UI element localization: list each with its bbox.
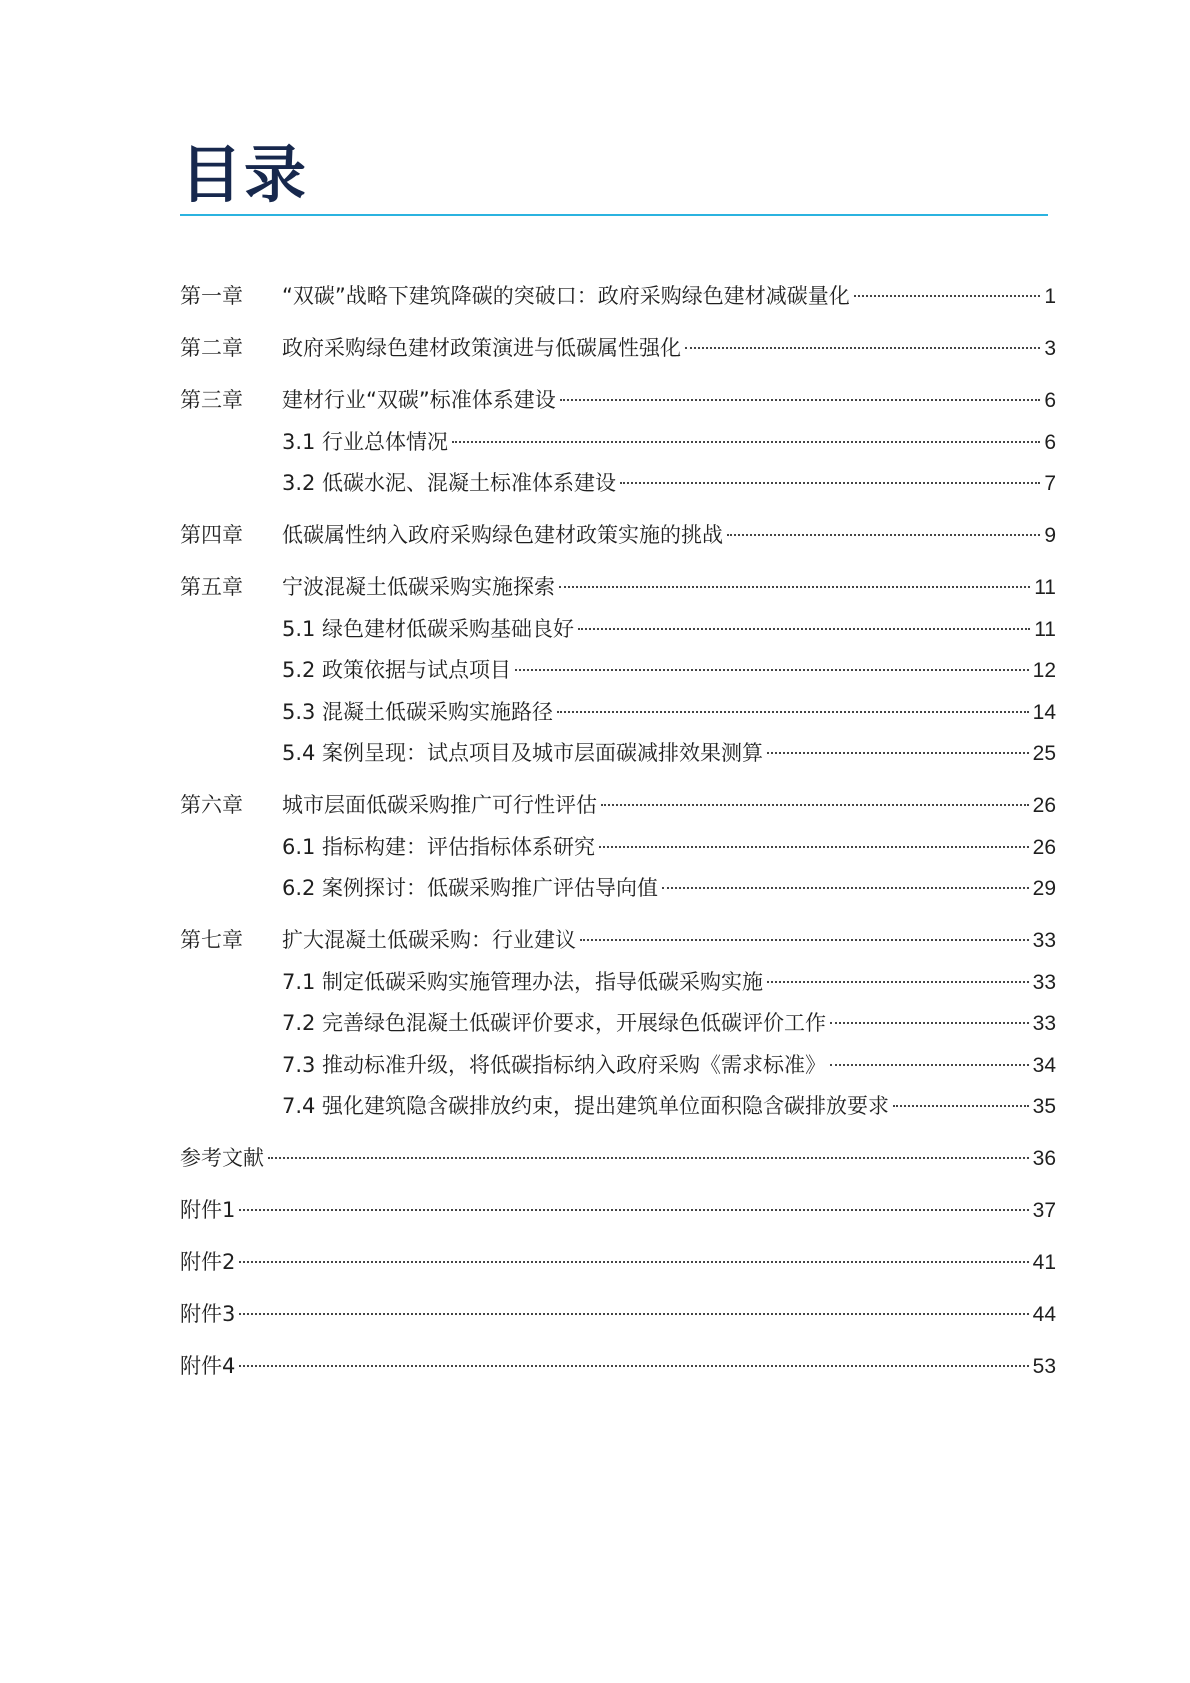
dot-leader — [767, 981, 1029, 983]
toc-chapter-label: 第四章 — [180, 523, 243, 547]
dot-leader — [599, 846, 1029, 848]
toc-entry[interactable] — [180, 572, 1056, 602]
toc-page-number: 11 — [1034, 576, 1056, 599]
toc-entry-title: 低碳属性纳入政府采购绿色建材政策实施的挑战 — [282, 523, 723, 547]
toc-entry[interactable] — [282, 427, 1056, 457]
toc-entry-title: 指标构建：评估指标体系研究 — [322, 835, 595, 859]
toc-section-number: 5.2 — [282, 658, 316, 682]
dot-leader — [239, 1209, 1028, 1211]
toc-entry-title: 建材行业“双碳”标准体系建设 — [282, 388, 556, 412]
toc-entry-title: 附件4 — [180, 1354, 236, 1378]
toc-page-number: 34 — [1032, 1054, 1056, 1077]
toc-entry[interactable] — [282, 1008, 1056, 1038]
toc-entry-title: 附件1 — [180, 1198, 236, 1222]
toc-entry-title: 宁波混凝土低碳采购实施探索 — [282, 575, 555, 599]
toc-page-number: 29 — [1032, 877, 1056, 900]
toc-page-number: 12 — [1032, 659, 1056, 682]
toc-entry[interactable] — [180, 1247, 1056, 1277]
toc-chapter-label: 第二章 — [180, 336, 243, 360]
toc-entry-title: 低碳水泥、混凝土标准体系建设 — [322, 471, 616, 495]
toc-entry[interactable] — [282, 1091, 1056, 1121]
toc-entry[interactable] — [180, 520, 1056, 550]
dot-leader — [727, 534, 1040, 536]
toc-page-number: 1 — [1044, 285, 1056, 308]
toc-page-number: 36 — [1032, 1147, 1056, 1170]
dot-leader — [620, 482, 1040, 484]
dot-leader — [239, 1313, 1028, 1315]
toc-entry-title: 参考文献 — [180, 1146, 264, 1170]
toc-section-number: 6.2 — [282, 876, 316, 900]
toc-page-number: 53 — [1032, 1355, 1056, 1378]
toc-section-number: 7.3 — [282, 1053, 316, 1077]
toc-entry[interactable] — [180, 925, 1056, 955]
toc-entry-title: 完善绿色混凝土低碳评价要求，开展绿色低碳评价工作 — [322, 1011, 826, 1035]
toc-entry[interactable] — [282, 1050, 1056, 1080]
toc-entry-title: 案例探讨：低碳采购推广评估导向值 — [322, 876, 658, 900]
toc-entry[interactable] — [282, 697, 1056, 727]
toc-entry[interactable] — [180, 1143, 1056, 1173]
toc-entry[interactable] — [282, 655, 1056, 685]
toc-entry[interactable] — [180, 1299, 1056, 1329]
toc-entry[interactable] — [282, 967, 1056, 997]
dot-leader — [239, 1365, 1028, 1367]
toc-chapter-label: 第三章 — [180, 388, 243, 412]
dot-leader — [452, 441, 1040, 443]
toc-entry-title: 行业总体情况 — [322, 430, 448, 454]
dot-leader — [559, 586, 1030, 588]
dot-leader — [515, 669, 1029, 671]
toc-chapter-label: 第六章 — [180, 793, 243, 817]
dot-leader — [580, 939, 1029, 941]
toc-entry[interactable] — [180, 1351, 1056, 1381]
toc-section-number: 7.1 — [282, 970, 316, 994]
toc-section-number: 3.1 — [282, 430, 316, 454]
dot-leader — [578, 628, 1030, 630]
toc-entry-title: 附件2 — [180, 1250, 236, 1274]
toc-page-number: 33 — [1032, 929, 1056, 952]
toc-entry-title: 绿色建材低碳采购基础良好 — [322, 617, 574, 641]
toc-section-number: 7.4 — [282, 1094, 316, 1118]
dot-leader — [557, 711, 1029, 713]
toc-entry[interactable] — [180, 790, 1056, 820]
toc-chapter-label: 第一章 — [180, 284, 243, 308]
toc-entry-title: 政策依据与试点项目 — [322, 658, 511, 682]
toc-page-number: 6 — [1044, 389, 1056, 412]
toc-page-number: 14 — [1032, 701, 1056, 724]
dot-leader — [830, 1022, 1029, 1024]
toc-page-number: 41 — [1032, 1251, 1056, 1274]
dot-leader — [685, 347, 1040, 349]
toc-entry[interactable] — [180, 333, 1056, 363]
toc-entry-title: 扩大混凝土低碳采购：行业建议 — [282, 928, 576, 952]
toc-entry[interactable] — [282, 873, 1056, 903]
toc-page-number: 9 — [1044, 524, 1056, 547]
toc-entry-title: 制定低碳采购实施管理办法，指导低碳采购实施 — [322, 970, 763, 994]
toc-entry-title: 案例呈现：试点项目及城市层面碳减排效果测算 — [322, 741, 763, 765]
page-title: 目录 — [180, 138, 309, 211]
toc-page-number: 25 — [1032, 742, 1056, 765]
toc-page-number: 26 — [1032, 794, 1056, 817]
toc-entry-title: 附件3 — [180, 1302, 236, 1326]
toc-entry[interactable] — [180, 1195, 1056, 1225]
toc-page-number: 33 — [1032, 971, 1056, 994]
toc-entry-title: 政府采购绿色建材政策演进与低碳属性强化 — [282, 336, 681, 360]
dot-leader — [767, 752, 1029, 754]
toc-page-number: 33 — [1032, 1012, 1056, 1035]
dot-leader — [662, 887, 1029, 889]
toc-entry-title: 强化建筑隐含碳排放约束，提出建筑单位面积隐含碳排放要求 — [322, 1094, 889, 1118]
toc-page-number: 11 — [1034, 618, 1056, 641]
dot-leader — [830, 1064, 1029, 1066]
toc-page-number: 37 — [1032, 1199, 1056, 1222]
toc-page-number: 7 — [1044, 472, 1056, 495]
toc-page-number: 35 — [1032, 1095, 1056, 1118]
toc-entry[interactable] — [180, 385, 1056, 415]
toc-entry-title: 推动标准升级，将低碳指标纳入政府采购《需求标准》 — [322, 1053, 826, 1077]
toc-page-number: 26 — [1032, 836, 1056, 859]
toc-chapter-label: 第五章 — [180, 575, 243, 599]
toc-page-number: 6 — [1044, 431, 1056, 454]
toc-section-number: 7.2 — [282, 1011, 316, 1035]
toc-section-number: 5.1 — [282, 617, 316, 641]
toc-entry-title: 城市层面低碳采购推广可行性评估 — [282, 793, 597, 817]
toc-section-number: 3.2 — [282, 471, 316, 495]
toc-section-number: 6.1 — [282, 835, 316, 859]
toc-entry[interactable] — [282, 468, 1056, 498]
dot-leader — [268, 1157, 1029, 1159]
toc-entry[interactable] — [282, 738, 1056, 768]
toc-chapter-label: 第七章 — [180, 928, 243, 952]
toc-section-number: 5.3 — [282, 700, 316, 724]
dot-leader — [239, 1261, 1028, 1263]
toc-entry[interactable] — [180, 281, 1056, 311]
toc-entry[interactable] — [282, 832, 1056, 862]
toc-entry-title: “双碳”战略下建筑降碳的突破口：政府采购绿色建材减碳量化 — [282, 284, 850, 308]
toc-page-number: 3 — [1044, 337, 1056, 360]
dot-leader — [601, 804, 1029, 806]
toc-section-number: 5.4 — [282, 741, 316, 765]
toc-entry-title: 混凝土低碳采购实施路径 — [322, 700, 553, 724]
dot-leader — [560, 399, 1041, 401]
dot-leader — [893, 1105, 1029, 1107]
toc-entry[interactable] — [282, 614, 1056, 644]
dot-leader — [854, 295, 1041, 297]
toc-page-number: 44 — [1032, 1303, 1056, 1326]
